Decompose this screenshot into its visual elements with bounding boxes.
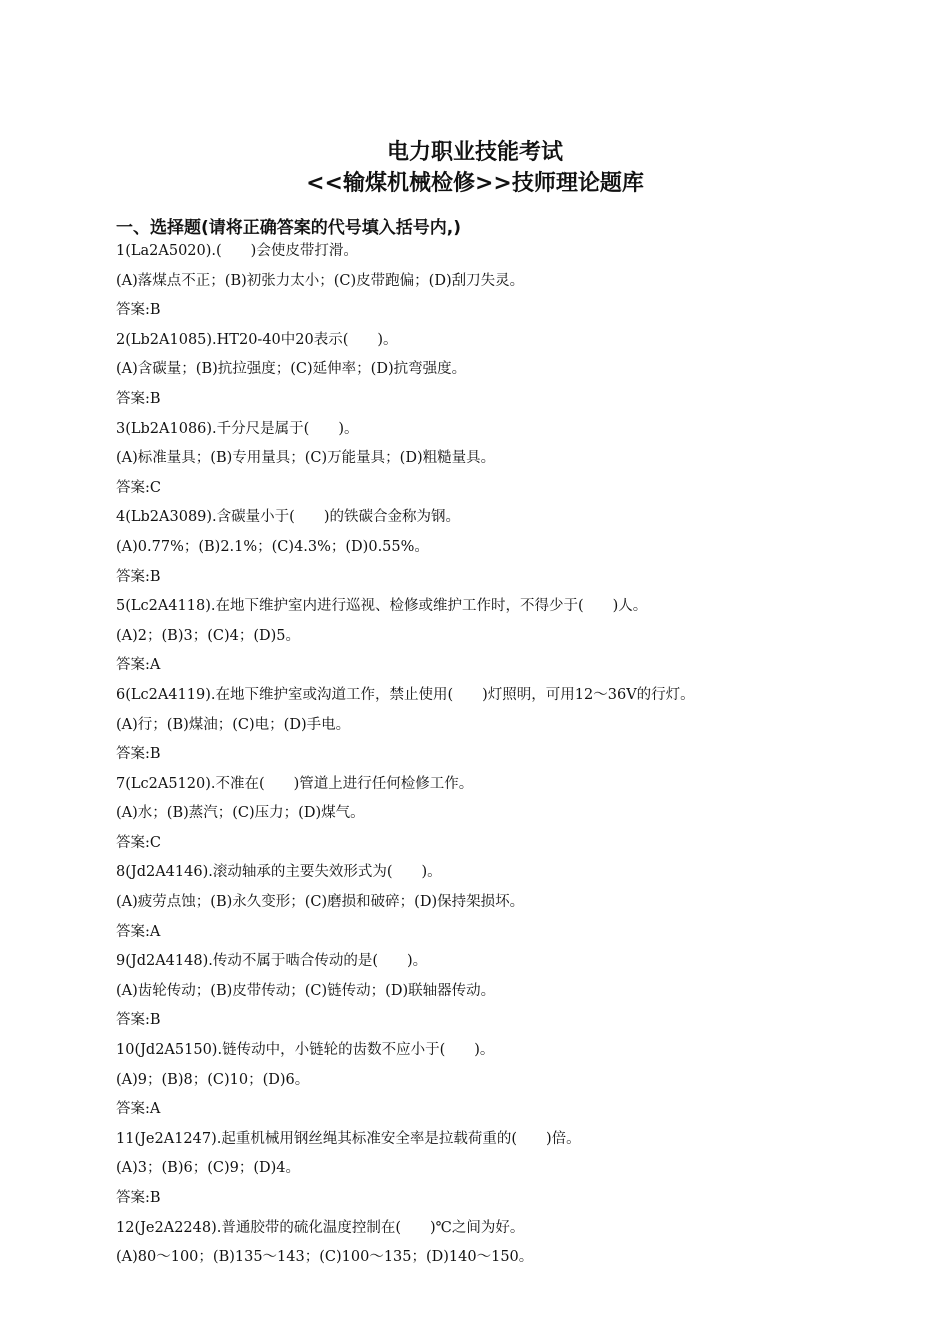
question-text: 4(Lb2A3089).含碳量小于( )的铁碳合金称为钢。 — [116, 509, 460, 526]
question-text: 12(Je2A2248).普通胶带的硫化温度控制在( )℃之间为好。 — [116, 1219, 525, 1236]
question-answer: 答案:B — [116, 746, 161, 763]
document-title: 电力职业技能考试 — [386, 140, 563, 165]
question-options: (A)3；(B)6；(C)9；(D)4。 — [116, 1160, 301, 1177]
question-options: (A)含碳量；(B)抗拉强度；(C)延伸率；(D)抗弯强度。 — [116, 361, 467, 378]
question-item — [116, 1214, 836, 1273]
question-answer: 答案:B — [116, 1012, 161, 1029]
question-options: (A)齿轮传动；(B)皮带传动；(C)链传动；(D)联轴器传动。 — [116, 982, 496, 999]
question-item — [116, 503, 836, 592]
question-text: 8(Jd2A4146).滚动轴承的主要失效形式为( )。 — [116, 864, 442, 881]
question-item — [116, 592, 836, 681]
question-answer: 答案:B — [116, 302, 161, 319]
question-options: (A)疲劳点蚀；(B)永久变形；(C)磨损和破碎；(D)保持架损坏。 — [116, 894, 525, 911]
question-options: (A)水；(B)蒸汽；(C)压力；(D)煤气。 — [116, 805, 365, 822]
question-text: 9(Jd2A4148).传动不属于啮合传动的是( )。 — [116, 953, 428, 970]
question-text: 1(La2A5020).( )会使皮带打滑。 — [116, 243, 358, 259]
question-item — [116, 326, 836, 415]
question-item — [116, 1036, 836, 1125]
question-answer: 答案:A — [116, 1101, 161, 1118]
question-item — [116, 947, 836, 1036]
question-text: 5(Lc2A4118).在地下维护室内进行巡视、检修或维护工作时，不得少于( )人。 — [116, 598, 648, 615]
section-heading: 一、选择题(请将正确答案的代号填入括号内,) — [116, 218, 461, 238]
question-item — [116, 1125, 836, 1214]
question-options: (A)落煤点不正；(B)初张力太小；(C)皮带跑偏；(D)刮刀失灵。 — [116, 272, 525, 289]
question-item — [116, 858, 836, 947]
question-answer: 答案:B — [116, 568, 161, 585]
question-item — [116, 681, 836, 770]
question-options: (A)80～100；(B)135～143；(C)100～135；(D)140～150。 — [116, 1249, 534, 1266]
question-options: (A)0.77%；(B)2.1%；(C)4.3%；(D)0.55%。 — [116, 538, 429, 555]
question-options: (A)2；(B)3；(C)4；(D)5。 — [116, 627, 301, 644]
question-item — [116, 237, 836, 326]
question-answer: 答案:A — [116, 657, 161, 674]
question-answer: 答案:C — [116, 834, 161, 851]
question-answer: 答案:A — [116, 923, 161, 940]
question-text: 7(Lc2A5120).不准在( )管道上进行任何检修工作。 — [116, 775, 474, 792]
question-options: (A)行；(B)煤油；(C)电；(D)手电。 — [116, 716, 351, 733]
question-answer: 答案:B — [116, 390, 161, 407]
question-text: 2(Lb2A1085).HT20-40中20表示( )。 — [116, 331, 398, 348]
question-options: (A)9；(B)8；(C)10；(D)6。 — [116, 1071, 310, 1088]
question-item — [116, 770, 836, 859]
question-list — [116, 237, 836, 1273]
question-text: 3(Lb2A1086).千分尺是属于( )。 — [116, 420, 359, 437]
question-options: (A)标准量具；(B)专用量具；(C)万能量具；(D)粗糙量具。 — [116, 450, 496, 467]
question-text: 11(Je2A1247).起重机械用钢丝绳其标准安全率是拉载荷重的( )倍。 — [116, 1130, 581, 1147]
question-answer: 答案:C — [116, 479, 161, 496]
question-item — [116, 415, 836, 504]
question-answer: 答案:B — [116, 1190, 161, 1206]
document-subtitle: <<输煤机械检修>>技师理论题库 — [306, 171, 644, 196]
question-text: 10(Jd2A5150).链传动中，小链轮的齿数不应小于( )。 — [116, 1042, 495, 1059]
question-text: 6(Lc2A4119).在地下维护室或沟道工作，禁止使用( )灯照明，可用12～36V的行灯。 — [116, 686, 695, 703]
